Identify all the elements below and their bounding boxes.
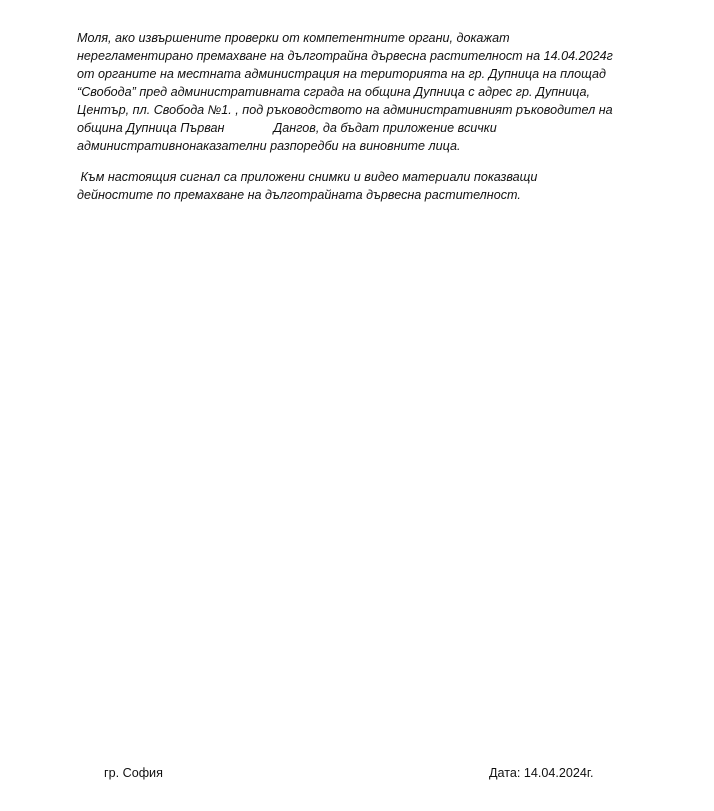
paragraph-line: Към настоящия сигнал са приложени снимки и видео материали показващи	[77, 170, 538, 184]
paragraph-line: административнонаказателни разпоредби на виновните лица.	[77, 139, 461, 153]
request-paragraph	[77, 29, 637, 155]
footer-date: Дата: 14.04.2024г.	[489, 766, 594, 780]
paragraph-line: от органите на местната администрация на територията на гр. Дупница на площад	[77, 67, 606, 81]
paragraph-line: “Свобода” пред административната сграда на община Дупница с адрес гр. Дупница,	[77, 85, 590, 99]
paragraph-line: община Дупница Първан Дангов, да бъдат приложение всички	[77, 121, 497, 135]
paragraph-line: Моля, ако извършените проверки от компетентните органи, докажат	[77, 31, 510, 45]
paragraph-line: дейностите по премахване на дълготрайната дървесна растителност.	[77, 188, 521, 202]
attachments-paragraph	[77, 168, 637, 204]
paragraph-line: Център, пл. Свобода №1. , под ръководството на административният ръководител на	[77, 103, 613, 117]
footer-place: гр. София	[104, 766, 163, 780]
paragraph-line: нерегламентирано премахване на дълготрайна дървесна растителност на 14.04.2024г	[77, 49, 613, 63]
